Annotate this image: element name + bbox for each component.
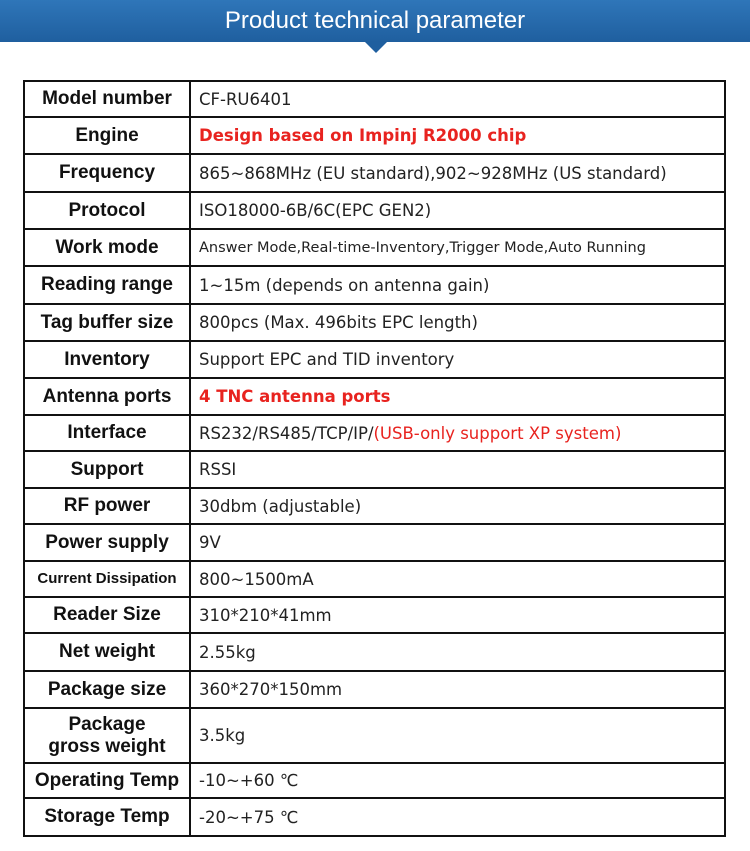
- spec-label: Reading range: [24, 266, 190, 304]
- table-row: [24, 561, 725, 597]
- table-row: [24, 451, 725, 488]
- spec-value: ISO18000-6B/6C(EPC GEN2): [190, 192, 725, 229]
- spec-table: [23, 80, 726, 837]
- spec-value: 800~1500mA: [190, 561, 725, 597]
- spec-value: 800pcs (Max. 496bits EPC length): [190, 304, 725, 341]
- table-row: [24, 229, 725, 266]
- spec-label: Frequency: [24, 154, 190, 192]
- spec-label: Model number: [24, 81, 190, 117]
- spec-value: 30dbm (adjustable): [190, 488, 725, 524]
- label-line: Package: [68, 713, 146, 735]
- table-row: [24, 763, 725, 798]
- table-row: [24, 117, 725, 154]
- spec-label: Inventory: [24, 341, 190, 378]
- spec-value: CF-RU6401: [190, 81, 725, 117]
- spec-label: RF power: [24, 488, 190, 524]
- table-row: [24, 192, 725, 229]
- spec-label: Interface: [24, 415, 190, 451]
- spec-label: Reader Size: [24, 597, 190, 633]
- table-row: [24, 304, 725, 341]
- interface-note: (USB-only support XP system): [373, 423, 622, 443]
- interface-value: RS232/RS485/TCP/IP/: [199, 423, 374, 443]
- spec-value: 9V: [190, 524, 725, 561]
- spec-value: Design based on Impinj R2000 chip: [190, 117, 725, 154]
- spec-label: Protocol: [24, 192, 190, 229]
- table-row: [24, 671, 725, 708]
- spec-value: -10~+60 ℃: [190, 763, 725, 798]
- spec-value: 310*210*41mm: [190, 597, 725, 633]
- spec-label: Net weight: [24, 633, 190, 671]
- table-row: [24, 798, 725, 836]
- page-title-banner: [0, 0, 750, 42]
- table-row: [24, 266, 725, 304]
- table-row: [24, 341, 725, 378]
- table-row: [24, 597, 725, 633]
- spec-value: RSSI: [190, 451, 725, 488]
- spec-label: Operating Temp: [24, 763, 190, 798]
- page-title: Product technical parameter: [224, 7, 526, 34]
- spec-label: Tag buffer size: [24, 304, 190, 341]
- spec-value: 865~868MHz (EU standard),902~928MHz (US standard): [190, 154, 725, 192]
- spec-label: Package size: [24, 671, 190, 708]
- spec-label: Storage Temp: [24, 798, 190, 836]
- spec-label: Antenna ports: [24, 378, 190, 415]
- spec-label: Work mode: [24, 229, 190, 266]
- table-row: [24, 633, 725, 671]
- banner-pointer: [365, 42, 387, 53]
- spec-value: 3.5kg: [190, 708, 725, 763]
- table-row: [24, 708, 725, 763]
- table-row: [24, 524, 725, 561]
- spec-value: 1~15m (depends on antenna gain): [190, 266, 725, 304]
- label-line: gross weight: [48, 735, 166, 757]
- table-row: [24, 378, 725, 415]
- spec-value: [190, 415, 725, 451]
- spec-value: -20~+75 ℃: [190, 798, 725, 836]
- spec-label: [24, 708, 190, 763]
- spec-value: Support EPC and TID inventory: [190, 341, 725, 378]
- spec-label: Current Dissipation: [24, 561, 190, 597]
- table-row: [24, 488, 725, 524]
- table-row: [24, 81, 725, 117]
- spec-label: Engine: [24, 117, 190, 154]
- spec-label: Power supply: [24, 524, 190, 561]
- spec-label: Support: [24, 451, 190, 488]
- spec-value: 360*270*150mm: [190, 671, 725, 708]
- spec-value: Answer Mode,Real-time-Inventory,Trigger Mode,Auto Running: [190, 229, 725, 266]
- spec-value: 2.55kg: [190, 633, 725, 671]
- spec-value: 4 TNC antenna ports: [190, 378, 725, 415]
- table-row: [24, 415, 725, 451]
- table-row: [24, 154, 725, 192]
